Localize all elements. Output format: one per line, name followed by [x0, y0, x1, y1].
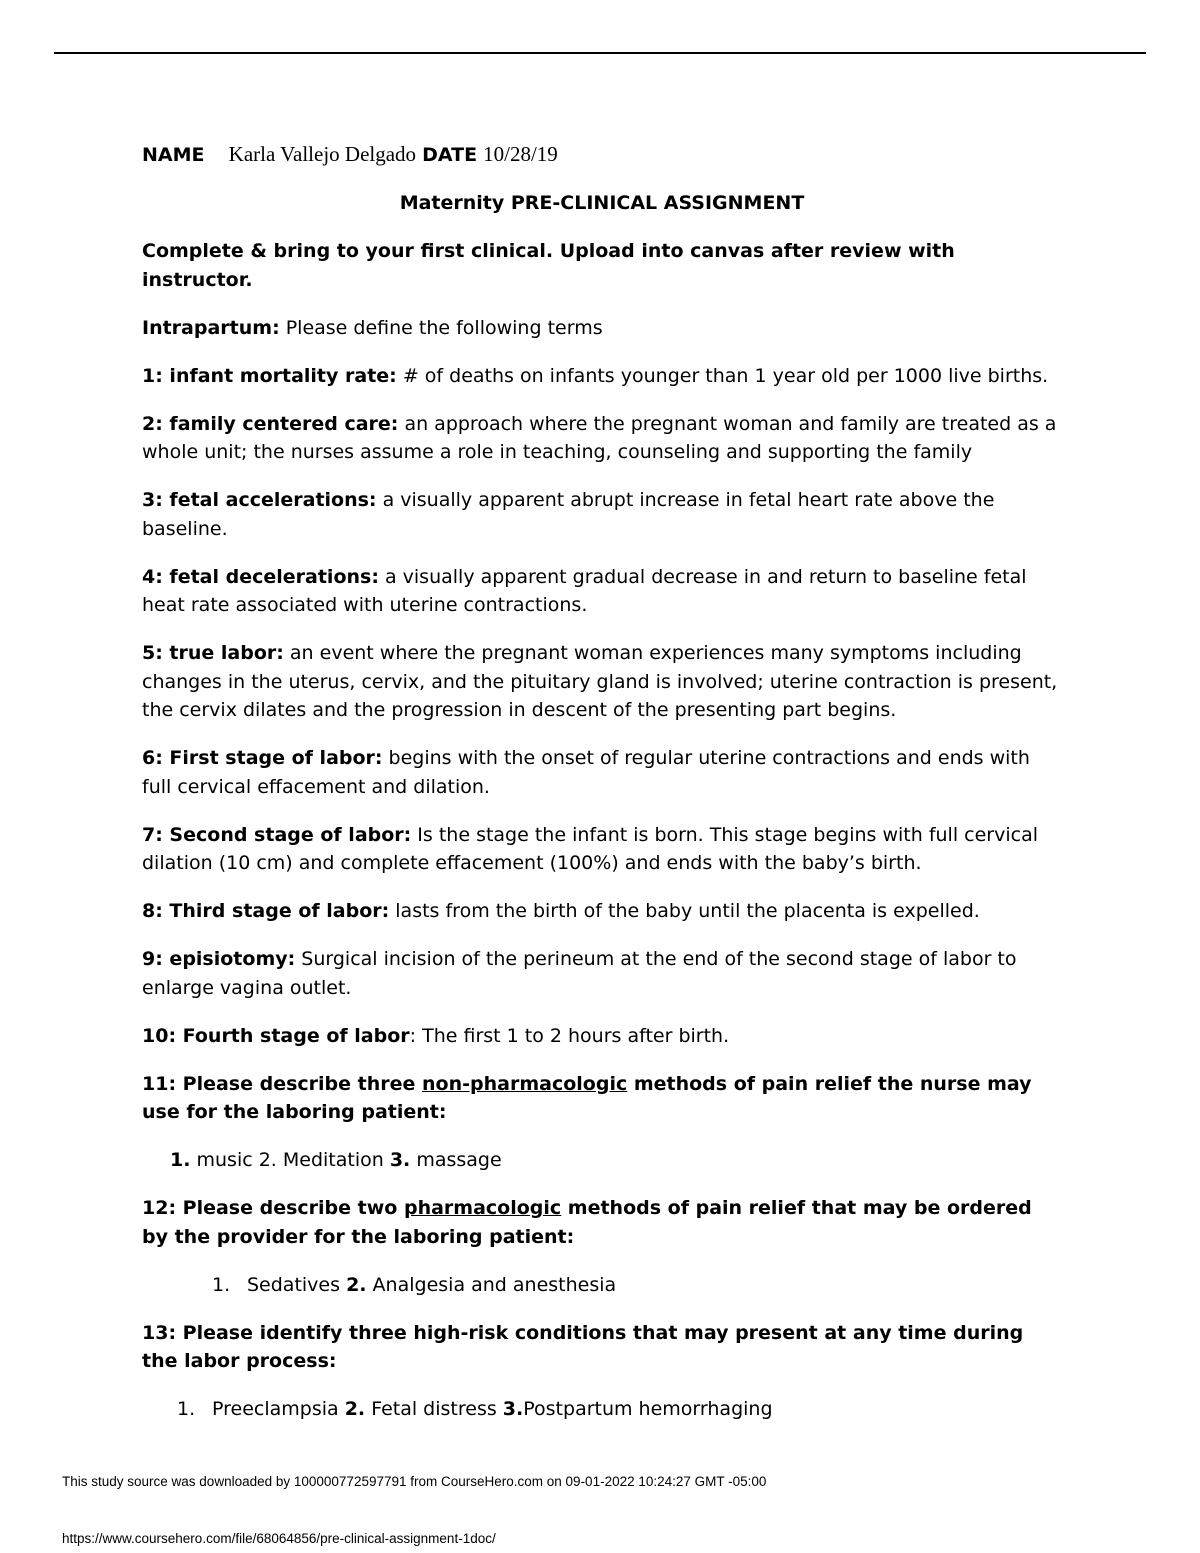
name-label: NAME	[142, 144, 205, 166]
name-value: Karla Vallejo Delgado	[228, 142, 417, 166]
date-label: DATE	[422, 144, 478, 166]
term-3: 3: fetal accelerations: a visually apparent abrupt increase in fetal heart rate above the baseline.	[142, 489, 995, 540]
term-6: 6: First stage of labor: begins with the onset of regular uterine contractions and ends with full cervical effacement and dilation.	[142, 747, 1030, 798]
answer-12: 1. Sedatives 2. Analgesia and anesthesia	[212, 1273, 617, 1296]
term-5: 5: true labor: an event where the pregnant woman experiences many symptoms including changes in the uterus, cervix, and the pituitary gland is involved; uterine contraction is present, the cervix dilates and the progression in descent of the presenting part begins.	[142, 642, 1058, 721]
page-title: Maternity PRE-CLINICAL ASSIGNMENT	[399, 192, 805, 214]
top-rule	[54, 52, 1146, 54]
term-4: 4: fetal decelerations: a visually apparent gradual decrease in and return to baseline fetal heat rate associated with uterine contractions.	[142, 565, 1027, 616]
question-11: 11: Please describe three non-pharmacologic methods of pain relief the nurse may use for the laboring patient:	[142, 1072, 1032, 1123]
question-13: 13: Please identify three high-risk conditions that may present at any time during the labor process:	[142, 1321, 1024, 1372]
document-body	[142, 140, 1062, 1443]
term-9: 9: episiotomy: Surgical incision of the perineum at the end of the second stage of labor to enlarge vagina outlet.	[142, 948, 1017, 999]
answer-11: 1. music 2. Meditation 3. massage	[170, 1149, 502, 1171]
term-2: 2: family centered care: an approach where the pregnant woman and family are treated as a whole unit; the nurses assume a role in teaching, counseling and supporting the family	[142, 412, 1057, 463]
footer-url[interactable]: https://www.coursehero.com/file/68064856/pre-clinical-assignment-1doc/	[62, 1531, 496, 1546]
term-8: 8: Third stage of labor: lasts from the birth of the baby until the placenta is expelled.	[142, 900, 980, 922]
footer-source: This study source was downloaded by 100000772597791 from CourseHero.com on 09-01-2022 10:24:27 GMT -05:00	[62, 1474, 767, 1489]
term-7: 7: Second stage of labor: Is the stage the infant is born. This stage begins with full cervical dilation (10 cm) and complete effacement (100%) and ends with the baby’s birth.	[142, 823, 1038, 874]
term-10: 10: Fourth stage of labor: The first 1 to 2 hours after birth.	[142, 1024, 730, 1047]
intro: Intrapartum: Please define the following terms	[142, 316, 603, 339]
answer-13: 1. Preeclampsia 2. Fetal distress 3.Postpartum hemorrhaging	[177, 1398, 773, 1420]
date-value: 10/28/19	[483, 142, 558, 166]
header-line	[142, 140, 1062, 170]
instructions: Complete & bring to your first clinical. Upload into canvas after review with instructor.	[142, 240, 955, 291]
term-1: 1: infant mortality rate: # of deaths on infants younger than 1 year old per 1000 live births.	[142, 364, 1049, 387]
question-12: 12: Please describe two pharmacologic methods of pain relief that may be ordered by the provider for the laboring patient:	[142, 1197, 1032, 1248]
